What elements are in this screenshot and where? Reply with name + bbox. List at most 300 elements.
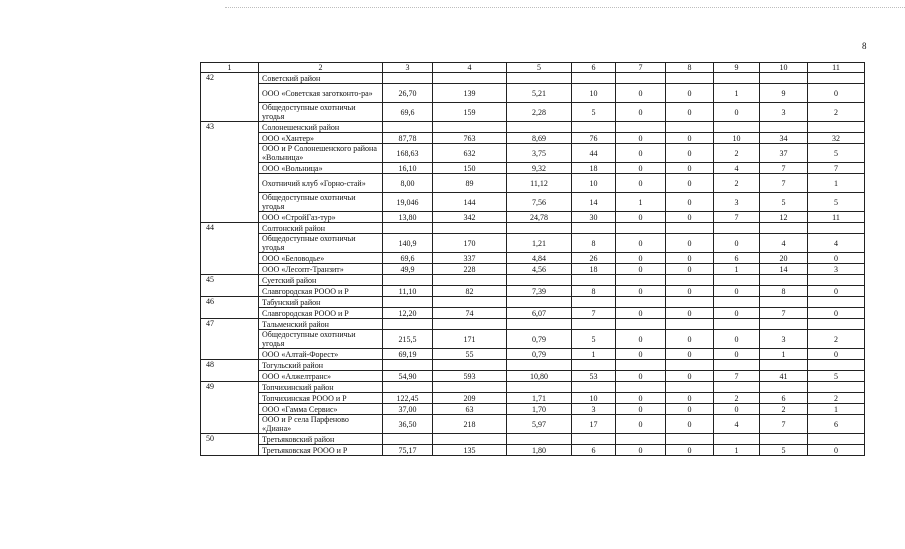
empty-cell (616, 360, 666, 371)
value-cell: 0 (616, 103, 666, 122)
value-cell: 0 (808, 445, 865, 456)
table-row (201, 264, 865, 275)
value-cell: 0 (616, 330, 666, 349)
value-cell: 0 (616, 371, 666, 382)
value-cell: 6 (572, 445, 616, 456)
row-index: 42 (201, 73, 259, 122)
value-cell: 0 (714, 404, 760, 415)
value-cell: 632 (433, 144, 507, 163)
empty-cell (760, 223, 808, 234)
value-cell: 5 (808, 371, 865, 382)
empty-cell (507, 360, 572, 371)
table-row (201, 445, 865, 456)
value-cell: 0 (666, 393, 714, 404)
value-cell: 53 (572, 371, 616, 382)
table-row (201, 404, 865, 415)
empty-cell (507, 223, 572, 234)
column-number-cell: 7 (616, 63, 666, 73)
empty-cell (433, 382, 507, 393)
value-cell: 1,80 (507, 445, 572, 456)
value-cell: 11,10 (383, 286, 433, 297)
value-cell: 10,80 (507, 371, 572, 382)
table-row (201, 133, 865, 144)
value-cell: 5 (572, 103, 616, 122)
organization-name: ООО «Вольница» (259, 163, 383, 174)
district-name: Топчихинский район (259, 382, 383, 393)
value-cell: 337 (433, 253, 507, 264)
value-cell: 218 (433, 415, 507, 434)
value-cell: 0 (666, 234, 714, 253)
value-cell: 8 (760, 286, 808, 297)
empty-cell (714, 319, 760, 330)
empty-cell (507, 275, 572, 286)
value-cell: 18 (572, 163, 616, 174)
empty-cell (507, 73, 572, 84)
value-cell: 0 (666, 349, 714, 360)
value-cell: 209 (433, 393, 507, 404)
district-name: Тальменский район (259, 319, 383, 330)
empty-cell (572, 275, 616, 286)
value-cell: 1 (714, 84, 760, 103)
value-cell: 2 (714, 174, 760, 193)
district-row (201, 122, 865, 133)
organization-name: ООО и Р села Парфеново «Диана» (259, 415, 383, 434)
value-cell: 1 (714, 264, 760, 275)
empty-cell (760, 360, 808, 371)
district-name: Тогульский район (259, 360, 383, 371)
empty-cell (383, 319, 433, 330)
value-cell: 0 (616, 349, 666, 360)
value-cell: 0 (808, 349, 865, 360)
value-cell: 20 (760, 253, 808, 264)
empty-cell (572, 360, 616, 371)
column-number-row (201, 63, 865, 73)
value-cell: 215,5 (383, 330, 433, 349)
empty-cell (760, 434, 808, 445)
value-cell: 4 (808, 234, 865, 253)
value-cell: 69,6 (383, 103, 433, 122)
value-cell: 3 (808, 264, 865, 275)
empty-cell (383, 122, 433, 133)
value-cell: 54,90 (383, 371, 433, 382)
value-cell: 5,21 (507, 84, 572, 103)
organization-name: ООО «Советская заготконто-ра» (259, 84, 383, 103)
table-row (201, 415, 865, 434)
value-cell: 89 (433, 174, 507, 193)
value-cell: 0 (616, 84, 666, 103)
empty-cell (714, 122, 760, 133)
value-cell: 5 (760, 193, 808, 212)
value-cell: 139 (433, 84, 507, 103)
district-name: Солтонский район (259, 223, 383, 234)
value-cell: 0,79 (507, 349, 572, 360)
value-cell: 3 (760, 330, 808, 349)
value-cell: 7 (760, 308, 808, 319)
empty-cell (808, 223, 865, 234)
value-cell: 168,63 (383, 144, 433, 163)
value-cell: 0 (666, 174, 714, 193)
value-cell: 135 (433, 445, 507, 456)
table-row (201, 174, 865, 193)
value-cell: 75,17 (383, 445, 433, 456)
value-cell: 593 (433, 371, 507, 382)
hunting-grounds-table (200, 62, 865, 456)
value-cell: 3 (714, 193, 760, 212)
empty-cell (808, 73, 865, 84)
empty-cell (666, 223, 714, 234)
value-cell: 763 (433, 133, 507, 144)
value-cell: 0 (666, 103, 714, 122)
value-cell: 0 (616, 144, 666, 163)
empty-cell (383, 434, 433, 445)
value-cell: 8 (572, 286, 616, 297)
organization-name: Топчихинская РООО и Р (259, 393, 383, 404)
value-cell: 0 (666, 415, 714, 434)
organization-name: Охотничий клуб «Горно-стай» (259, 174, 383, 193)
table-row (201, 308, 865, 319)
value-cell: 1 (808, 174, 865, 193)
value-cell: 0 (616, 133, 666, 144)
value-cell: 3,75 (507, 144, 572, 163)
empty-cell (433, 297, 507, 308)
organization-name: ООО «Алтай-Форест» (259, 349, 383, 360)
organization-name: ООО «Беловодье» (259, 253, 383, 264)
value-cell: 0 (808, 253, 865, 264)
empty-cell (808, 434, 865, 445)
empty-cell (808, 382, 865, 393)
value-cell: 0 (714, 103, 760, 122)
empty-cell (616, 319, 666, 330)
value-cell: 0 (666, 84, 714, 103)
organization-name: Славгородская РООО и Р (259, 308, 383, 319)
value-cell: 7 (808, 163, 865, 174)
empty-cell (433, 73, 507, 84)
row-index: 45 (201, 275, 259, 297)
value-cell: 0 (616, 286, 666, 297)
value-cell: 0 (616, 415, 666, 434)
value-cell: 4 (760, 234, 808, 253)
value-cell: 14 (572, 193, 616, 212)
value-cell: 6,07 (507, 308, 572, 319)
value-cell: 0 (616, 253, 666, 264)
value-cell: 5 (572, 330, 616, 349)
value-cell: 0 (808, 84, 865, 103)
row-index: 50 (201, 434, 259, 456)
empty-cell (714, 434, 760, 445)
value-cell: 0 (666, 163, 714, 174)
value-cell: 0 (616, 393, 666, 404)
value-cell: 0 (616, 163, 666, 174)
empty-cell (760, 275, 808, 286)
row-index: 44 (201, 223, 259, 275)
value-cell: 16,10 (383, 163, 433, 174)
value-cell: 7 (572, 308, 616, 319)
table-row (201, 193, 865, 212)
empty-cell (572, 319, 616, 330)
value-cell: 26 (572, 253, 616, 264)
value-cell: 30 (572, 212, 616, 223)
empty-cell (808, 319, 865, 330)
value-cell: 0 (616, 264, 666, 275)
table-row (201, 371, 865, 382)
row-index: 49 (201, 382, 259, 434)
value-cell: 1 (616, 193, 666, 212)
value-cell: 0 (714, 349, 760, 360)
district-name: Советский район (259, 73, 383, 84)
district-row (201, 223, 865, 234)
value-cell: 19,046 (383, 193, 433, 212)
value-cell: 0 (666, 404, 714, 415)
empty-cell (383, 360, 433, 371)
value-cell: 7 (714, 371, 760, 382)
empty-cell (616, 275, 666, 286)
value-cell: 87,78 (383, 133, 433, 144)
value-cell: 37,00 (383, 404, 433, 415)
table-row (201, 330, 865, 349)
empty-cell (507, 297, 572, 308)
value-cell: 49,9 (383, 264, 433, 275)
value-cell: 0 (666, 212, 714, 223)
value-cell: 0 (808, 308, 865, 319)
value-cell: 144 (433, 193, 507, 212)
organization-name: ООО «Лесопт-Транзит» (259, 264, 383, 275)
value-cell: 0 (666, 133, 714, 144)
value-cell: 0 (616, 308, 666, 319)
value-cell: 24,78 (507, 212, 572, 223)
empty-cell (760, 319, 808, 330)
value-cell: 0 (714, 286, 760, 297)
value-cell: 74 (433, 308, 507, 319)
scan-top-edge (225, 7, 905, 8)
value-cell: 10 (714, 133, 760, 144)
organization-name: ООО «Гамма Сервис» (259, 404, 383, 415)
value-cell: 0 (666, 264, 714, 275)
value-cell: 5 (808, 144, 865, 163)
empty-cell (433, 434, 507, 445)
table-row (201, 253, 865, 264)
value-cell: 0 (666, 330, 714, 349)
value-cell: 7 (760, 163, 808, 174)
empty-cell (760, 382, 808, 393)
value-cell: 228 (433, 264, 507, 275)
district-name: Суетский район (259, 275, 383, 286)
value-cell: 2 (808, 330, 865, 349)
value-cell: 171 (433, 330, 507, 349)
value-cell: 11 (808, 212, 865, 223)
district-row (201, 73, 865, 84)
value-cell: 11,12 (507, 174, 572, 193)
value-cell: 4 (714, 163, 760, 174)
value-cell: 1,71 (507, 393, 572, 404)
empty-cell (433, 360, 507, 371)
column-number-cell: 9 (714, 63, 760, 73)
value-cell: 5 (808, 193, 865, 212)
empty-cell (616, 122, 666, 133)
value-cell: 1 (714, 445, 760, 456)
district-row (201, 360, 865, 371)
empty-cell (572, 223, 616, 234)
value-cell: 82 (433, 286, 507, 297)
table-row (201, 144, 865, 163)
value-cell: 0 (616, 445, 666, 456)
value-cell: 8,69 (507, 133, 572, 144)
value-cell: 7,56 (507, 193, 572, 212)
value-cell: 8,00 (383, 174, 433, 193)
value-cell: 4,56 (507, 264, 572, 275)
table-row (201, 163, 865, 174)
value-cell: 14 (760, 264, 808, 275)
value-cell: 7 (760, 174, 808, 193)
column-number-cell: 6 (572, 63, 616, 73)
row-index: 47 (201, 319, 259, 360)
organization-name: Общедоступные охотничьи угодья (259, 193, 383, 212)
empty-cell (666, 382, 714, 393)
value-cell: 41 (760, 371, 808, 382)
value-cell: 2,28 (507, 103, 572, 122)
value-cell: 0 (714, 308, 760, 319)
district-name: Солонешенский район (259, 122, 383, 133)
value-cell: 12 (760, 212, 808, 223)
value-cell: 0 (714, 234, 760, 253)
value-cell: 55 (433, 349, 507, 360)
value-cell: 159 (433, 103, 507, 122)
value-cell: 7 (714, 212, 760, 223)
value-cell: 18 (572, 264, 616, 275)
row-index: 43 (201, 122, 259, 223)
empty-cell (760, 122, 808, 133)
value-cell: 36,50 (383, 415, 433, 434)
value-cell: 5,97 (507, 415, 572, 434)
table-row (201, 393, 865, 404)
empty-cell (714, 73, 760, 84)
row-index: 48 (201, 360, 259, 382)
value-cell: 140,9 (383, 234, 433, 253)
value-cell: 0 (666, 253, 714, 264)
row-index: 46 (201, 297, 259, 319)
value-cell: 69,19 (383, 349, 433, 360)
organization-name: ООО «СтройГаз-тур» (259, 212, 383, 223)
value-cell: 6 (714, 253, 760, 264)
column-number-cell: 1 (201, 63, 259, 73)
empty-cell (616, 297, 666, 308)
value-cell: 1 (760, 349, 808, 360)
empty-cell (383, 73, 433, 84)
value-cell: 44 (572, 144, 616, 163)
value-cell: 12,20 (383, 308, 433, 319)
empty-cell (714, 223, 760, 234)
value-cell: 8 (572, 234, 616, 253)
value-cell: 4 (714, 415, 760, 434)
value-cell: 342 (433, 212, 507, 223)
value-cell: 76 (572, 133, 616, 144)
value-cell: 122,45 (383, 393, 433, 404)
empty-cell (572, 297, 616, 308)
value-cell: 0 (666, 286, 714, 297)
column-number-cell: 8 (666, 63, 714, 73)
organization-name: Славгородская РООО и Р (259, 286, 383, 297)
value-cell: 0 (666, 193, 714, 212)
column-number-cell: 10 (760, 63, 808, 73)
value-cell: 34 (760, 133, 808, 144)
value-cell: 1 (808, 404, 865, 415)
district-name: Третьяковский район (259, 434, 383, 445)
empty-cell (383, 297, 433, 308)
organization-name: Общедоступные охотничьи угодья (259, 330, 383, 349)
value-cell: 26,70 (383, 84, 433, 103)
empty-cell (714, 297, 760, 308)
organization-name: ООО «Алжелтранс» (259, 371, 383, 382)
value-cell: 1,70 (507, 404, 572, 415)
district-row (201, 382, 865, 393)
value-cell: 3 (572, 404, 616, 415)
empty-cell (383, 223, 433, 234)
empty-cell (572, 122, 616, 133)
district-row (201, 319, 865, 330)
empty-cell (507, 382, 572, 393)
value-cell: 5 (760, 445, 808, 456)
value-cell: 69,6 (383, 253, 433, 264)
organization-name: ООО «Хантер» (259, 133, 383, 144)
value-cell: 1,21 (507, 234, 572, 253)
empty-cell (507, 319, 572, 330)
empty-cell (616, 73, 666, 84)
district-row (201, 297, 865, 308)
table-row (201, 212, 865, 223)
value-cell: 0 (666, 371, 714, 382)
value-cell: 0 (808, 286, 865, 297)
column-number-cell: 11 (808, 63, 865, 73)
value-cell: 0 (616, 174, 666, 193)
district-row (201, 275, 865, 286)
column-number-cell: 2 (259, 63, 383, 73)
empty-cell (714, 275, 760, 286)
page-number: 8 (862, 41, 867, 51)
value-cell: 2 (714, 393, 760, 404)
value-cell: 6 (808, 415, 865, 434)
value-cell: 2 (808, 103, 865, 122)
table-row (201, 84, 865, 103)
value-cell: 37 (760, 144, 808, 163)
empty-cell (760, 73, 808, 84)
table-row (201, 349, 865, 360)
value-cell: 6 (760, 393, 808, 404)
empty-cell (383, 275, 433, 286)
value-cell: 4,84 (507, 253, 572, 264)
value-cell: 7 (760, 415, 808, 434)
empty-cell (433, 122, 507, 133)
empty-cell (666, 73, 714, 84)
value-cell: 1 (572, 349, 616, 360)
value-cell: 2 (760, 404, 808, 415)
column-number-cell: 5 (507, 63, 572, 73)
empty-cell (714, 360, 760, 371)
empty-cell (507, 122, 572, 133)
empty-cell (666, 434, 714, 445)
table-row (201, 286, 865, 297)
district-row (201, 434, 865, 445)
value-cell: 63 (433, 404, 507, 415)
value-cell: 7,39 (507, 286, 572, 297)
value-cell: 17 (572, 415, 616, 434)
empty-cell (760, 297, 808, 308)
empty-cell (808, 360, 865, 371)
value-cell: 0 (666, 445, 714, 456)
empty-cell (714, 382, 760, 393)
value-cell: 32 (808, 133, 865, 144)
empty-cell (666, 360, 714, 371)
value-cell: 0 (616, 234, 666, 253)
column-number-cell: 3 (383, 63, 433, 73)
